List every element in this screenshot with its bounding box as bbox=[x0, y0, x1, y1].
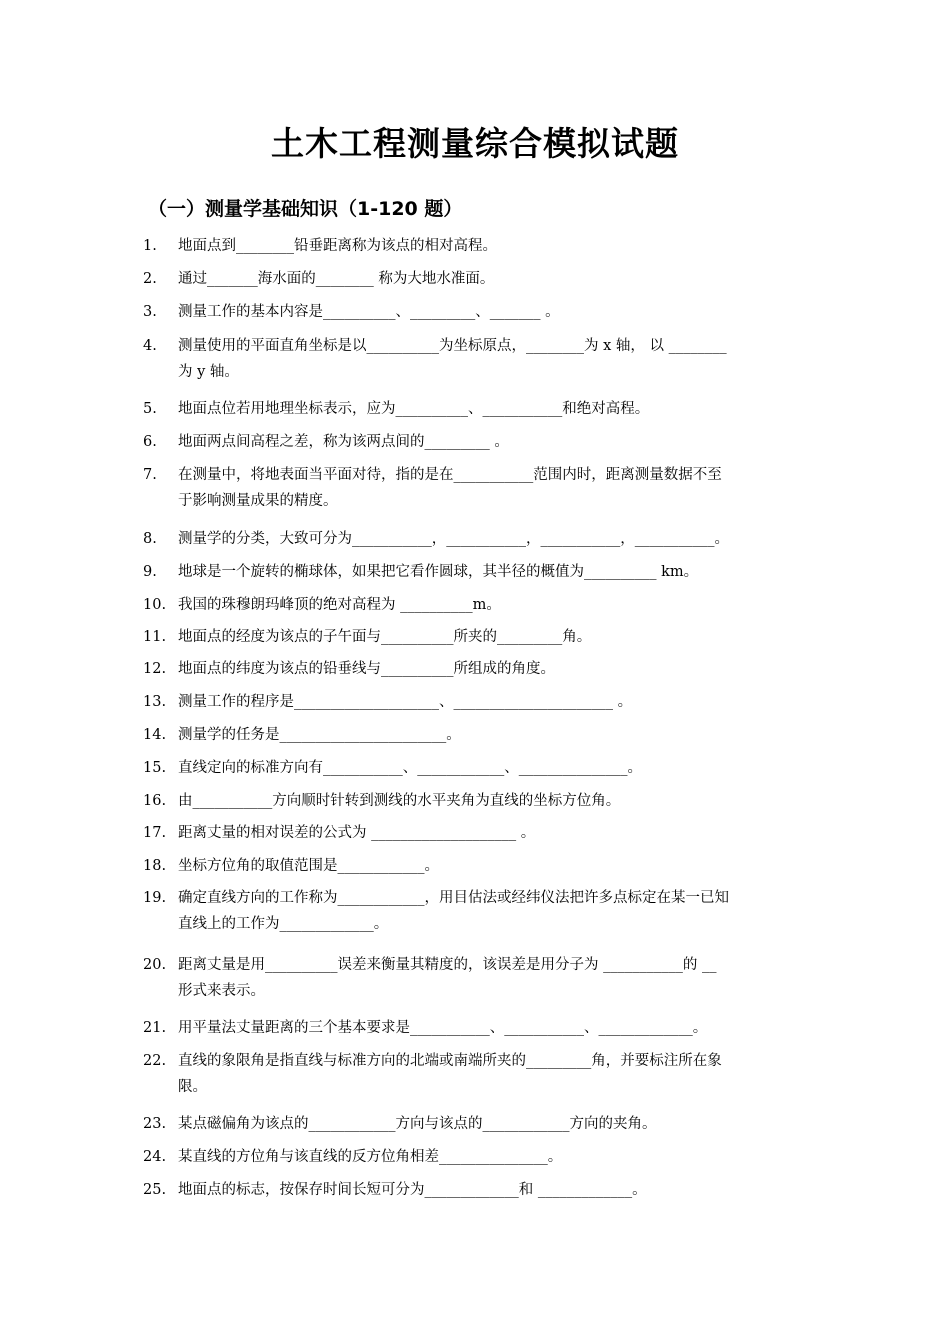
question-number: 4. bbox=[143, 338, 157, 354]
question-text: 地面点到________铅垂距离称为该点的相对高程。 bbox=[178, 238, 497, 254]
question-item bbox=[143, 526, 808, 552]
question-text: 测量使用的平面直角坐标是以__________为坐标原点，________为 x 轴， 以 ________ bbox=[178, 338, 727, 354]
question-item bbox=[143, 755, 808, 781]
question-item bbox=[143, 333, 808, 385]
question-item bbox=[143, 1111, 808, 1137]
question-text: 在测量中，将地表面当平面对待，指的是在___________范围内时，距离测量数据不至 bbox=[178, 467, 722, 483]
question-number: 10. bbox=[143, 597, 167, 613]
question-text: 确定直线方向的工作称为____________，用目估法或经纬仪法把许多点标定在某一已知 bbox=[178, 890, 729, 906]
question-line bbox=[143, 359, 808, 385]
question-item bbox=[143, 820, 808, 846]
question-number: 15. bbox=[143, 760, 167, 776]
question-text: 距离丈量的相对误差的公式为 ____________________ 。 bbox=[178, 825, 536, 841]
question-text-continued: 为 y 轴。 bbox=[178, 364, 239, 380]
question-number: 6. bbox=[143, 434, 157, 450]
question-number: 11. bbox=[143, 629, 167, 645]
question-number: 5. bbox=[143, 401, 157, 417]
question-number: 20. bbox=[143, 957, 167, 973]
question-text: 我国的珠穆朗玛峰顶的绝对高程为 __________m。 bbox=[178, 597, 501, 613]
question-line bbox=[143, 488, 808, 514]
question-item bbox=[143, 885, 808, 937]
question-number: 12. bbox=[143, 661, 167, 677]
question-text: 通过_______海水面的________ 称为大地水准面。 bbox=[178, 271, 495, 287]
question-number: 1. bbox=[143, 238, 157, 254]
question-item bbox=[143, 1048, 808, 1100]
question-item bbox=[143, 559, 808, 585]
question-item bbox=[143, 592, 808, 618]
question-text: 坐标方位角的取值范围是____________。 bbox=[178, 858, 439, 874]
question-item bbox=[143, 462, 808, 514]
question-item bbox=[143, 624, 808, 650]
question-item bbox=[143, 233, 808, 259]
question-number: 23. bbox=[143, 1116, 167, 1132]
question-text: 测量学的任务是_______________________。 bbox=[178, 727, 461, 743]
question-number: 3. bbox=[143, 304, 157, 320]
question-text: 测量工作的程序是____________________、______________________ 。 bbox=[178, 694, 633, 710]
question-number: 9. bbox=[143, 564, 157, 580]
question-text-continued: 形式来表示。 bbox=[178, 983, 265, 999]
question-line bbox=[143, 978, 808, 1004]
question-text: 直线定向的标准方向有___________、____________、_______________。 bbox=[178, 760, 642, 776]
question-text-continued: 直线上的工作为_____________。 bbox=[178, 916, 389, 932]
question-text: 测量学的分类，大致可分为___________，___________，___________，___________。 bbox=[178, 531, 729, 547]
question-text: 由___________方向顺时针转到测线的水平夹角为直线的坐标方位角。 bbox=[178, 793, 621, 809]
question-item bbox=[143, 722, 808, 748]
question-number: 22. bbox=[143, 1053, 167, 1069]
question-item bbox=[143, 689, 808, 715]
question-text: 用平量法丈量距离的三个基本要求是___________、___________、_____________。 bbox=[178, 1020, 708, 1036]
section-heading: （一）测量学基础知识（1-120 题） bbox=[148, 198, 463, 220]
question-item bbox=[143, 396, 808, 422]
question-number: 14. bbox=[143, 727, 167, 743]
question-line bbox=[143, 911, 808, 937]
question-text: 某点磁偏角为该点的____________方向与该点的____________方向的夹角。 bbox=[178, 1116, 657, 1132]
question-item bbox=[143, 299, 808, 325]
question-item bbox=[143, 1015, 808, 1041]
question-number: 25. bbox=[143, 1182, 167, 1198]
question-text: 测量工作的基本内容是__________、_________、_______ 。 bbox=[178, 304, 560, 320]
question-item bbox=[143, 429, 808, 455]
question-number: 7. bbox=[143, 467, 157, 483]
question-item bbox=[143, 788, 808, 814]
document-title: 土木工程测量综合模拟试题 bbox=[271, 124, 679, 163]
question-text: 地面点的经度为该点的子午面与__________所夹的_________角。 bbox=[178, 629, 592, 645]
question-item bbox=[143, 266, 808, 292]
question-item bbox=[143, 656, 808, 682]
question-text: 地面点位若用地理坐标表示，应为__________、___________和绝对高程。 bbox=[178, 401, 650, 417]
question-text: 地球是一个旋转的椭球体，如果把它看作圆球，其半径的概值为__________ km。 bbox=[178, 564, 699, 580]
question-text: 直线的象限角是指直线与标准方向的北端或南端所夹的_________角，并要标注所在象 bbox=[178, 1053, 722, 1069]
question-number: 18. bbox=[143, 858, 167, 874]
question-item bbox=[143, 853, 808, 879]
question-text: 某直线的方位角与该直线的反方位角相差_______________。 bbox=[178, 1149, 563, 1165]
question-number: 19. bbox=[143, 890, 167, 906]
question-text: 地面点的标志，按保存时间长短可分为_____________和 _____________。 bbox=[178, 1182, 647, 1198]
question-item bbox=[143, 1144, 808, 1170]
question-text: 地面两点间高程之差，称为该两点间的_________ 。 bbox=[178, 434, 509, 450]
question-number: 8. bbox=[143, 531, 157, 547]
question-text-continued: 限。 bbox=[178, 1079, 207, 1095]
question-number: 13. bbox=[143, 694, 167, 710]
question-item bbox=[143, 1177, 808, 1203]
question-text-continued: 于影响测量成果的精度。 bbox=[178, 493, 338, 509]
question-text: 地面点的纬度为该点的铅垂线与__________所组成的角度。 bbox=[178, 661, 555, 677]
question-line bbox=[143, 1074, 808, 1100]
question-number: 17. bbox=[143, 825, 167, 841]
question-number: 2. bbox=[143, 271, 157, 287]
question-number: 16. bbox=[143, 793, 167, 809]
question-item bbox=[143, 952, 808, 1004]
question-text: 距离丈量是用__________误差来衡量其精度的，该误差是用分子为 ___________的 __ bbox=[178, 957, 717, 973]
question-number: 21. bbox=[143, 1020, 167, 1036]
question-number: 24. bbox=[143, 1149, 167, 1165]
